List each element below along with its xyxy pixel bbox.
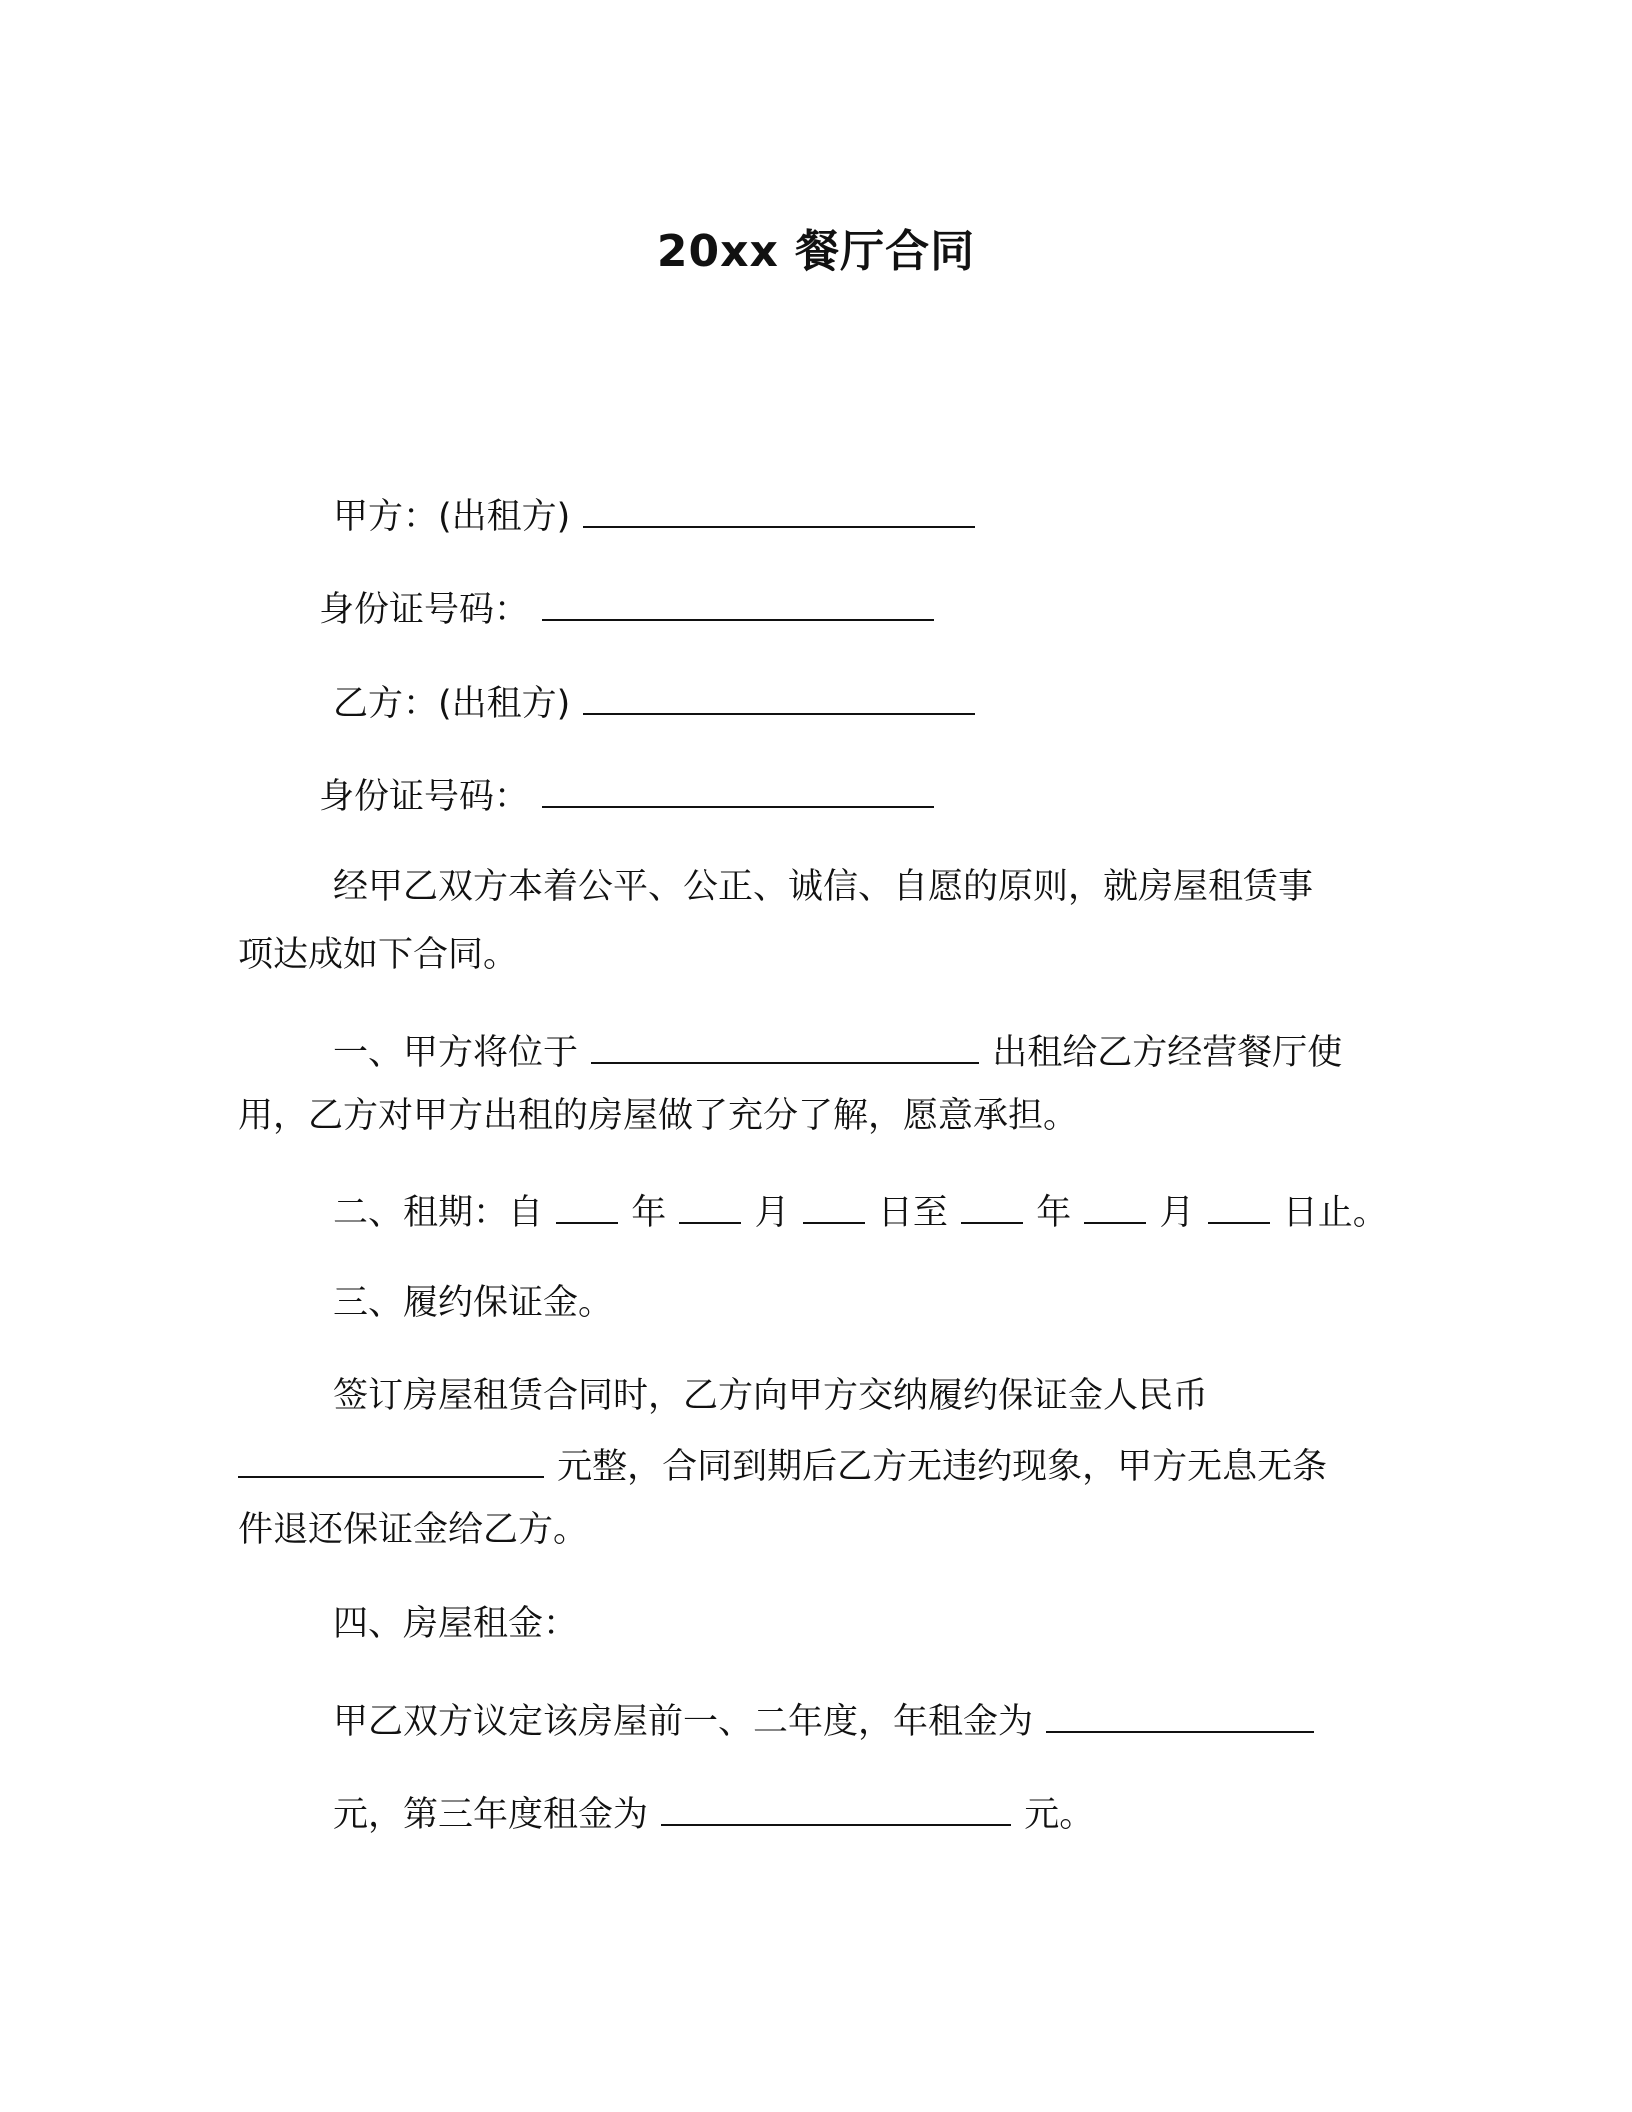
clause-3-line-3: 件退还保证金给乙方。 bbox=[238, 1510, 589, 1550]
end-year-label: 年 bbox=[1036, 1193, 1072, 1233]
clause-3-line-2-suffix: 元整，合同到期后乙方无违约现象，甲方无息无条 bbox=[557, 1447, 1328, 1487]
clause-1-suffix: 出租给乙方经营餐厅使 bbox=[992, 1033, 1343, 1073]
party-a-line bbox=[333, 490, 977, 540]
clause-1-line-2: 用，乙方对甲方出租的房屋做了充分了解，愿意承担。 bbox=[238, 1096, 1079, 1136]
third-year-rent-blank bbox=[661, 1788, 1011, 1826]
end-month-blank bbox=[1084, 1186, 1146, 1224]
clause-1-location-blank bbox=[591, 1026, 979, 1064]
start-year-label: 年 bbox=[631, 1193, 667, 1233]
party-a-name-blank bbox=[583, 490, 975, 528]
start-month-blank bbox=[679, 1186, 741, 1224]
clause-4-line-1 bbox=[333, 1695, 1316, 1745]
party-b-label: 乙方：(出租方) bbox=[333, 684, 571, 724]
clause-4-line-2-prefix: 元，第三年度租金为 bbox=[333, 1795, 649, 1835]
party-b-id-blank bbox=[542, 770, 934, 808]
clause-2-prefix: 二、租期：自 bbox=[333, 1193, 544, 1233]
clause-4-line-2-suffix: 元。 bbox=[1024, 1795, 1095, 1835]
intro-line-1: 经甲乙双方本着公平、公正、诚信、自愿的原则，就房屋租赁事 bbox=[333, 867, 1314, 907]
day-to-label: 日至 bbox=[877, 1193, 948, 1233]
party-a-id-label: 身份证号码： bbox=[319, 590, 530, 630]
end-day-blank bbox=[1208, 1186, 1270, 1224]
annual-rent-blank bbox=[1046, 1695, 1314, 1733]
clause-4-line-1-prefix: 甲乙双方议定该房屋前一、二年度，年租金为 bbox=[333, 1702, 1034, 1742]
party-b-line bbox=[333, 677, 977, 727]
start-day-blank bbox=[803, 1186, 865, 1224]
party-b-name-blank bbox=[583, 677, 975, 715]
start-month-label: 月 bbox=[754, 1193, 790, 1233]
party-a-label: 甲方：(出租方) bbox=[333, 497, 571, 537]
intro-line-2: 项达成如下合同。 bbox=[238, 935, 519, 975]
deposit-amount-blank bbox=[238, 1440, 544, 1478]
party-a-id-blank bbox=[542, 583, 934, 621]
document-title: 20xx 餐厅合同 bbox=[656, 226, 976, 277]
clause-2-line bbox=[333, 1186, 1388, 1236]
clause-3-line-2 bbox=[238, 1440, 1327, 1490]
clause-1-line-1 bbox=[333, 1026, 1342, 1076]
day-end-label: 日止。 bbox=[1282, 1193, 1388, 1233]
clause-4-line-2 bbox=[333, 1788, 1094, 1838]
end-year-blank bbox=[961, 1186, 1023, 1224]
start-year-blank bbox=[556, 1186, 618, 1224]
party-b-id-line bbox=[319, 770, 936, 820]
clause-3-heading: 三、履约保证金。 bbox=[333, 1283, 614, 1323]
clause-3-line-1: 签订房屋租赁合同时，乙方向甲方交纳履约保证金人民币 bbox=[333, 1376, 1209, 1416]
end-month-label: 月 bbox=[1159, 1193, 1195, 1233]
clause-4-heading: 四、房屋租金： bbox=[333, 1604, 579, 1644]
party-b-id-label: 身份证号码： bbox=[319, 777, 530, 817]
party-a-id-line bbox=[319, 583, 936, 633]
clause-1-prefix: 一、甲方将位于 bbox=[333, 1033, 579, 1073]
